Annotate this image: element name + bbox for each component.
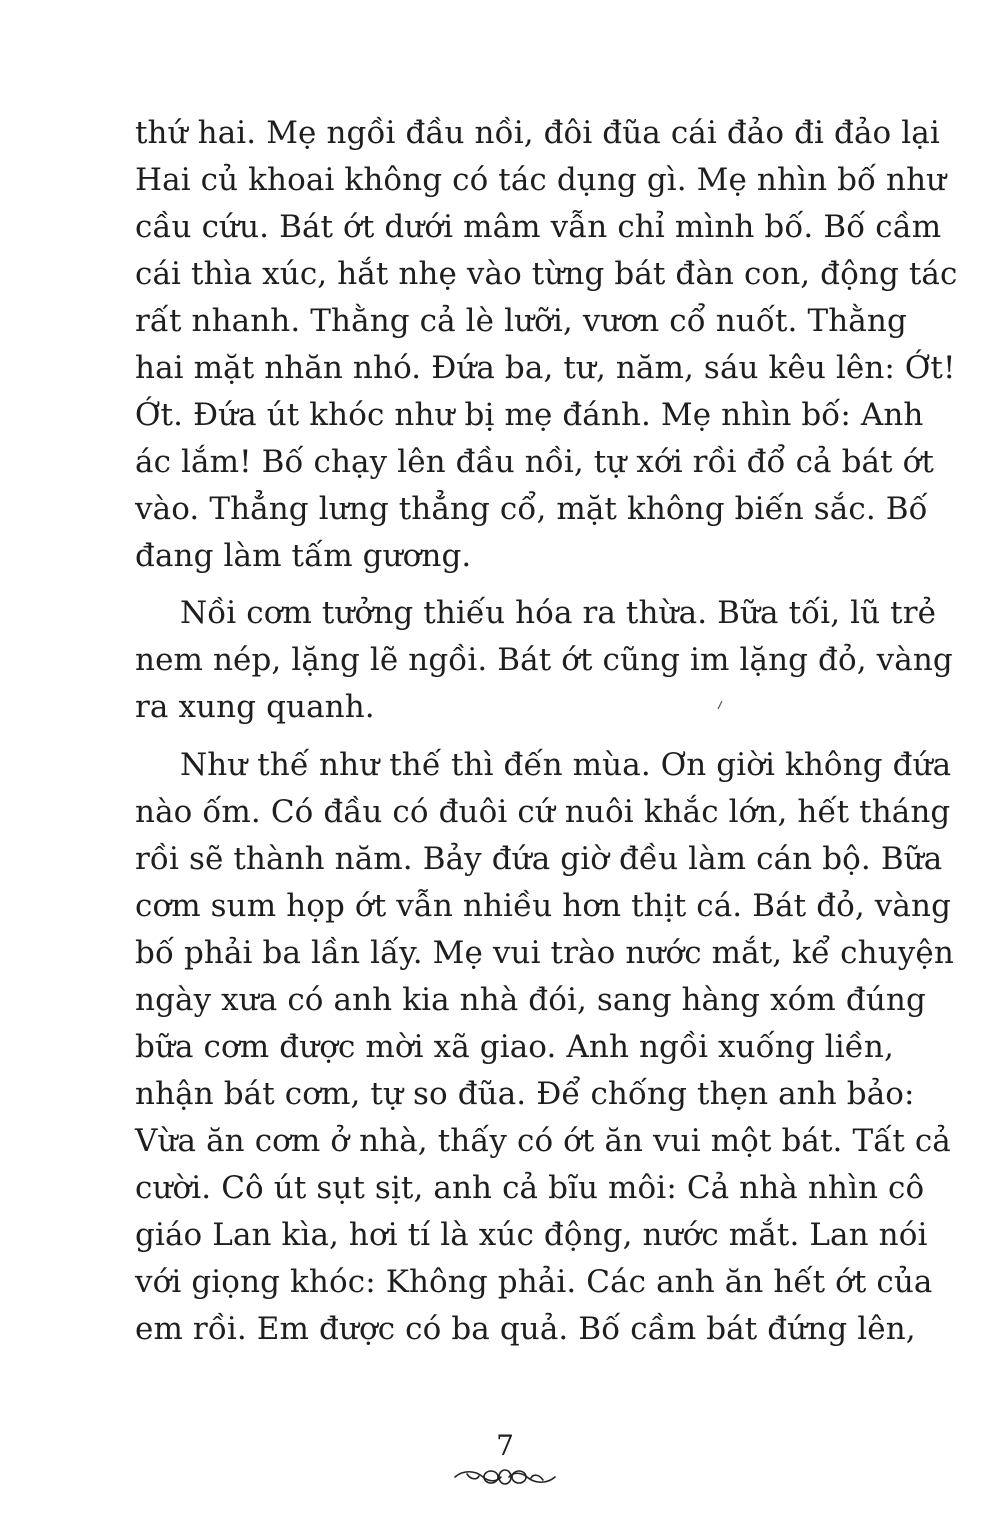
text-line: ra xung quanh. — [135, 689, 375, 725]
paragraph-first-line: Như thế như thế thì đến mùa. Ơn giời không đứa — [180, 747, 952, 783]
text-line: nào ốm. Có đầu có đuôi cứ nuôi khắc lớn, hết tháng — [135, 794, 951, 830]
text-line: cười. Cô út sụt sịt, anh cả bĩu môi: Cả nhà nhìn cô — [135, 1170, 925, 1206]
text-line: rất nhanh. Thằng cả lè lưỡi, vươn cổ nuốt. Thằng — [135, 303, 907, 339]
text-line: bố phải ba lần lấy. Mẹ vui trào nước mắt, kể chuyện — [135, 935, 954, 971]
text-line: em rồi. Em được có ba quả. Bố cầm bát đứng lên, — [135, 1311, 916, 1347]
text-line: Ớt. Đứa út khóc như bị mẹ đánh. Mẹ nhìn bố: Anh — [135, 397, 924, 433]
text-line: nhận bát cơm, tự so đũa. Để chống thẹn anh bảo: — [135, 1076, 915, 1112]
paragraph-first-line: Nồi cơm tưởng thiếu hóa ra thừa. Bữa tối, lũ trẻ — [180, 595, 937, 631]
text-line: ngày xưa có anh kia nhà đói, sang hàng xóm đúng — [135, 982, 926, 1018]
text-line: cầu cứu. Bát ớt dưới mâm vẫn chỉ mình bố. Bố cầm — [135, 209, 942, 245]
stray-mark — [716, 700, 724, 710]
text-line: Vừa ăn cơm ở nhà, thấy có ớt ăn vui một bát. Tất cả — [135, 1123, 951, 1159]
text-line: vào. Thẳng lưng thẳng cổ, mặt không biến sắc. Bố — [135, 491, 928, 527]
page-number: 7 — [496, 1429, 514, 1462]
text-line: rồi sẽ thành năm. Bảy đứa giờ đều làm cán bộ. Bữa — [135, 841, 943, 877]
text-line: Hai củ khoai không có tác dụng gì. Mẹ nhìn bố như — [135, 162, 947, 198]
flourish-ornament-icon — [453, 1466, 557, 1488]
text-line: nem nép, lặng lẽ ngồi. Bát ớt cũng im lặng đỏ, vàng — [135, 642, 953, 678]
text-line: với giọng khóc: Không phải. Các anh ăn hết ớt của — [135, 1264, 933, 1300]
text-line: đang làm tấm gương. — [135, 538, 472, 574]
text-line: giáo Lan kìa, hơi tí là xúc động, nước mắt. Lan nói — [135, 1217, 928, 1253]
text-line: ác lắm! Bố chạy lên đầu nồi, tự xới rồi đổ cả bát ớt — [135, 444, 934, 480]
text-line: cơm sum họp ớt vẫn nhiều hơn thịt cá. Bát đỏ, vàng — [135, 888, 952, 924]
text-line: hai mặt nhăn nhó. Đứa ba, tư, năm, sáu kêu lên: Ớt! — [135, 350, 956, 386]
text-line: thứ hai. Mẹ ngồi đầu nồi, đôi đũa cái đảo đi đảo lại — [135, 115, 940, 151]
text-line: bữa cơm được mời xã giao. Anh ngồi xuống liền, — [135, 1029, 894, 1065]
text-line: cái thìa xúc, hắt nhẹ vào từng bát đàn con, động tác — [135, 256, 958, 292]
